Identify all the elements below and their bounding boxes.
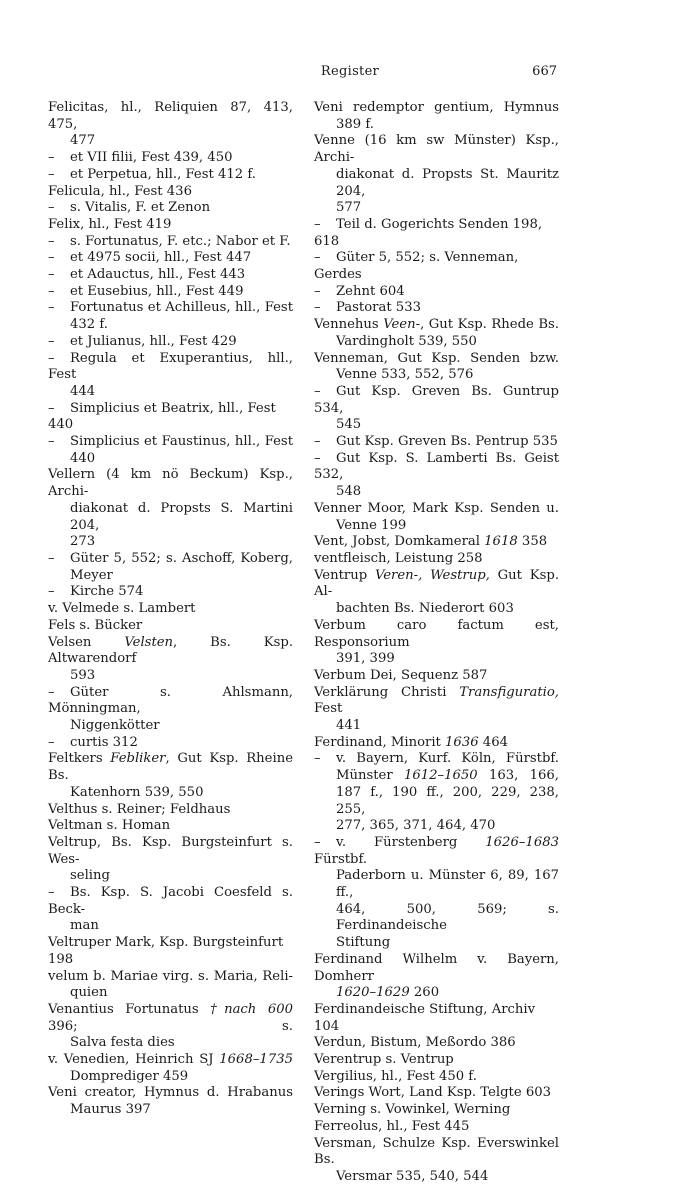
index-entry-text: Vennehus Veen-, Gut Ksp. Rhede Bs. [314, 317, 560, 333]
index-entry-continuation [314, 601, 559, 618]
repeat-dash: – [48, 885, 55, 901]
repeat-dash: – [314, 283, 321, 299]
index-entry [314, 1052, 559, 1069]
index-entry-line [48, 351, 293, 384]
index-entry-text: bachten Bs. Niederort 603 [336, 601, 514, 617]
index-entry-text: Veltman s. Homan [48, 818, 171, 834]
index-entry [314, 501, 559, 534]
index-entry-text: 440 [70, 450, 96, 466]
index-entry-line [48, 234, 293, 251]
index-entry-text: v. Velmede s. Lambert [48, 601, 196, 617]
index-entry [48, 735, 293, 752]
index-entry-line [314, 551, 559, 568]
index-entry-text: Velthus s. Reiner; Feldhaus [48, 801, 231, 817]
index-entry [48, 300, 293, 333]
page-number: 667 [532, 64, 557, 79]
repeat-dash: – [314, 216, 321, 232]
index-entry-text: 187 f., 190 ff., 200, 229, 238, 255, [336, 784, 559, 817]
index-entry-text: Veltruper Mark, Ksp. Burgsteinfurt 198 [48, 935, 284, 967]
index-entry-text: Fels s. Bücker [48, 617, 143, 633]
index-entry-continuation [314, 1169, 559, 1186]
index-entry-text: Gut Ksp. Greven Bs. Pentrup 535 [336, 434, 558, 450]
index-entry-text: Vardingholt 539, 550 [336, 333, 477, 349]
index-entry-text: et Adauctus, hll., Fest 443 [70, 267, 246, 283]
index-entry-line [314, 735, 559, 752]
index-entry [48, 935, 293, 968]
index-entry [314, 250, 559, 283]
index-entry-text: et Eusebius, hll., Fest 449 [70, 283, 244, 299]
index-entry-text: et VII filii, Fest 439, 450 [70, 150, 233, 166]
index-entry [314, 551, 559, 568]
index-entry-continuation [314, 367, 559, 384]
index-entry-text: quien [70, 985, 108, 1001]
index-entry-text: Bs. Ksp. S. Jacobi Coesfeld s. Beck- [48, 885, 293, 917]
index-entry-line [48, 217, 293, 234]
index-entry-text: 432 f. [70, 317, 108, 333]
index-entry-line [314, 384, 559, 417]
index-entry-line [48, 635, 293, 668]
repeat-dash: – [48, 300, 55, 316]
index-entry-text: Teil d. Gogerichts Senden 198, 618 [314, 216, 543, 249]
index-entry-line [314, 217, 559, 250]
index-entry-continuation [48, 133, 293, 150]
index-entry-text: Domprediger 459 [70, 1068, 189, 1084]
index-entry-text: v. Venedien, Heinrich SJ 1668–1735 [48, 1052, 293, 1068]
index-entry-text: diakonat d. Propsts St. Mauritz 204, [336, 166, 559, 199]
index-entry-text: diakonat d. Propsts S. Martini 204, [70, 500, 293, 533]
index-entry-text: Versman, Schulze Ksp. Everswinkel Bs. [314, 1135, 559, 1168]
index-entry-text: Güter 5, 552; s. Venneman, Gerdes [314, 250, 519, 283]
running-title: Register [320, 64, 380, 79]
index-entry-continuation [48, 1102, 293, 1119]
index-entry-continuation [314, 484, 559, 501]
index-entry [48, 835, 293, 885]
index-entry-line [314, 952, 559, 985]
index-entry-line [48, 250, 293, 267]
index-entry-line [314, 317, 559, 334]
repeat-dash: – [48, 684, 55, 700]
index-entry-line [314, 1102, 559, 1119]
index-entry-line [314, 568, 559, 601]
index-entry-text: Regula et Exuperantius, hll., Fest [48, 350, 293, 383]
index-entry-text: 273 [70, 534, 96, 550]
index-entry-line [314, 1136, 559, 1169]
index-entry-text: Venne 199 [336, 517, 407, 533]
index-entry-text: Münster 1612–1650 163, 166, [336, 768, 559, 784]
index-entry-line [314, 351, 559, 368]
index-entry [314, 1069, 559, 1086]
index-entry [48, 351, 293, 401]
repeat-dash: – [48, 267, 55, 283]
index-entry-text: Paderborn u. Münster 6, 89, 167 ff., [336, 868, 559, 901]
index-entry-line [48, 885, 293, 918]
index-entry [48, 234, 293, 251]
index-entry-text: Güter s. Ahlsmann, Mönningman, [48, 684, 293, 717]
index-entry-line [48, 200, 293, 217]
index-entry-text: Vellern (4 km nö Beckum) Ksp., Archi- [48, 467, 293, 500]
index-entry-line [314, 751, 559, 768]
index-entry-continuation [48, 501, 293, 534]
index-entry-continuation [48, 985, 293, 1002]
index-entry-continuation [314, 417, 559, 434]
index-entry-continuation [314, 651, 559, 668]
index-entry [314, 351, 559, 384]
repeat-dash: – [48, 166, 55, 182]
repeat-dash: – [314, 300, 321, 316]
index-entry-continuation [48, 868, 293, 885]
repeat-dash: – [48, 734, 55, 750]
index-entry-text: Ventrup Veren-, Westrup, Gut Ksp. Al- [314, 567, 560, 600]
index-entry [48, 150, 293, 167]
index-entry-text: Verdun, Bistum, Meßordo 386 [314, 1035, 516, 1051]
index-entry [314, 300, 559, 317]
index-entry [314, 835, 559, 952]
index-entry-text: Ferdinandeische Stiftung, Archiv 104 [314, 1001, 536, 1034]
index-entry-text: v. Bayern, Kurf. Köln, Fürstbf. [336, 751, 559, 767]
index-entry-line [48, 835, 293, 868]
index-entry-line [48, 284, 293, 301]
index-entry-text: Stiftung [336, 935, 391, 951]
index-entry-text: Venne (16 km sw Münster) Ksp., Archi- [314, 133, 559, 166]
index-entry [314, 1119, 559, 1136]
index-entry [48, 1002, 293, 1052]
index-entry-text: 464, 500, 569; s. Ferdinandeische [336, 901, 559, 934]
index-entry-continuation [314, 818, 559, 835]
index-entry-continuation [48, 568, 293, 585]
index-entry-continuation [48, 668, 293, 685]
index-entry-text: curtis 312 [70, 734, 138, 750]
index-entry-text: Vent, Jobst, Domkameral 1618 358 [314, 534, 548, 550]
index-entry [48, 601, 293, 618]
index-entry [48, 334, 293, 351]
index-entry [48, 100, 293, 150]
index-entry-text: 545 [336, 417, 362, 433]
index-entry [48, 267, 293, 284]
index-entry [314, 1035, 559, 1052]
repeat-dash: – [314, 834, 321, 850]
index-entry-line [48, 401, 293, 434]
index-entry-text: Vergilius, hl., Fest 450 f. [314, 1068, 477, 1084]
index-entry-line [48, 184, 293, 201]
index-entry [314, 284, 559, 301]
index-entry-line [314, 1052, 559, 1069]
repeat-dash: – [314, 383, 321, 399]
repeat-dash: – [48, 400, 55, 416]
index-entry [314, 384, 559, 434]
index-entry [48, 250, 293, 267]
index-entry-text: s. Vitalis, F. et Zenon [70, 200, 211, 216]
index-entry-line [48, 150, 293, 167]
repeat-dash: – [48, 333, 55, 349]
index-entry [314, 434, 559, 451]
index-entry-continuation [48, 1069, 293, 1086]
index-entry-line [314, 284, 559, 301]
page-header [0, 64, 700, 84]
index-entry-line [48, 1002, 293, 1035]
index-entry-continuation [48, 534, 293, 551]
index-entry-line [48, 802, 293, 819]
index-entry-text: velum b. Mariae virg. s. Maria, Reli- [48, 968, 293, 984]
index-entry [314, 735, 559, 752]
index-entry-text: Gut Ksp. Greven Bs. Guntrup 534, [314, 383, 559, 416]
index-entry-line [48, 1085, 293, 1102]
index-entry [314, 1085, 559, 1102]
index-entry-text: Venantius Fortunatus †nach 600 396; s. [48, 1001, 293, 1034]
index-entry [314, 451, 559, 501]
index-entry-text: Venneman, Gut Ksp. Senden bzw. [314, 350, 559, 366]
index-entry [48, 818, 293, 835]
index-entry-text: 1620–1629 260 [336, 985, 440, 1001]
index-entry-text: Simplicius et Beatrix, hll., Fest 440 [48, 400, 276, 433]
index-entry [314, 668, 559, 685]
index-entry-continuation [314, 935, 559, 952]
index-entry-text: Simplicius et Faustinus, hll., Fest [70, 434, 293, 450]
repeat-dash: – [48, 250, 55, 266]
index-entry-text: Felicula, hl., Fest 436 [48, 183, 192, 199]
repeat-dash: – [314, 751, 321, 767]
index-entry-line [48, 584, 293, 601]
index-entry-line [314, 300, 559, 317]
index-entry [48, 885, 293, 935]
index-entry-line [48, 100, 293, 133]
index-entry-continuation [314, 334, 559, 351]
index-entry-text: 593 [70, 667, 96, 683]
index-entry-line [314, 451, 559, 484]
index-entry-text: 477 [70, 133, 96, 149]
index-entry [48, 751, 293, 801]
index-entry-line [48, 618, 293, 635]
index-entry-line [48, 167, 293, 184]
index-entry-text: Verentrup s. Ventrup [314, 1052, 454, 1068]
repeat-dash: – [314, 434, 321, 450]
repeat-dash: – [48, 584, 55, 600]
index-entry-text: Felicitas, hl., Reliquien 87, 413, 475, [48, 100, 293, 132]
index-entry-line [314, 618, 559, 651]
index-entry-continuation [48, 317, 293, 334]
repeat-dash: – [48, 200, 55, 216]
index-entry-text: man [70, 918, 99, 934]
index-entry-line [48, 735, 293, 752]
index-entry-line [48, 267, 293, 284]
index-entry-text: Verklärung Christi Transfiguratio, Fest [314, 684, 559, 717]
index-entry [314, 1002, 559, 1035]
index-entry-text: Maurus 397 [70, 1102, 151, 1118]
index-entry-line [48, 551, 293, 568]
index-entry-text: Zehnt 604 [336, 283, 405, 299]
repeat-dash: – [314, 450, 321, 466]
index-entry-text: Güter 5, 552; s. Aschoff, Koberg, [70, 550, 293, 566]
index-entry-text: Verning s. Vowinkel, Werning [314, 1102, 511, 1118]
index-entry-line [48, 818, 293, 835]
index-entry [314, 568, 559, 618]
index-entry-line [314, 133, 559, 166]
index-entry [48, 467, 293, 551]
index-entry-continuation [314, 868, 559, 901]
index-entry-text: Niggenkötter [70, 718, 160, 734]
index-entry [48, 1052, 293, 1085]
index-column-right [314, 100, 559, 1186]
index-entry-line [48, 467, 293, 500]
index-entry-text: 444 [70, 383, 96, 399]
index-entry [48, 802, 293, 819]
index-entry-continuation [314, 167, 559, 200]
index-entry [48, 284, 293, 301]
repeat-dash: – [48, 350, 55, 366]
repeat-dash: – [48, 550, 55, 566]
index-entry-line [314, 100, 559, 117]
repeat-dash: – [48, 283, 55, 299]
index-entry-line [314, 668, 559, 685]
index-entry-text: et Perpetua, hll., Fest 412 f. [70, 166, 256, 182]
index-entry [314, 534, 559, 551]
index-entry-line [48, 601, 293, 618]
index-entry-text: et 4975 socii, hll., Fest 447 [70, 250, 252, 266]
index-entry-text: 391, 399 [336, 651, 395, 667]
index-entry-continuation [314, 518, 559, 535]
index-entry-text: Veltrup, Bs. Ksp. Burgsteinfurt s. Wes- [48, 834, 293, 867]
index-entry-text: ventfleisch, Leistung 258 [314, 550, 483, 566]
index-entry [314, 1102, 559, 1119]
index-entry [48, 969, 293, 1002]
index-entry-text: Fortunatus et Achilleus, hll., Fest [70, 300, 293, 316]
index-entry-text: Velsen Velsten, Bs. Ksp. Altwarendorf [48, 634, 294, 667]
index-entry-line [314, 1069, 559, 1086]
index-entry-text: Venne 533, 552, 576 [336, 367, 474, 383]
index-entry-line [314, 534, 559, 551]
index-entry-line [314, 1119, 559, 1136]
index-entry-continuation [48, 785, 293, 802]
index-entry-continuation [314, 200, 559, 217]
index-entry [48, 635, 293, 685]
index-entry [314, 618, 559, 668]
repeat-dash: – [48, 150, 55, 166]
index-entry-line [48, 434, 293, 451]
index-entry-text: 548 [336, 484, 362, 500]
repeat-dash: – [48, 434, 55, 450]
index-entry-text: et Julianus, hll., Fest 429 [70, 333, 237, 349]
index-entry-continuation [48, 384, 293, 401]
index-entry-line [314, 685, 559, 718]
index-entry-text: 389 f. [336, 116, 374, 132]
index-column-left [48, 100, 293, 1119]
index-entry-text: Ferreolus, hl., Fest 445 [314, 1118, 470, 1134]
index-entry [48, 685, 293, 735]
index-entry-text: Katenhorn 539, 550 [70, 784, 204, 800]
index-entry-text: seling [70, 868, 110, 884]
index-entry-text: Verings Wort, Land Ksp. Telgte 603 [314, 1085, 552, 1101]
index-entry [48, 401, 293, 434]
index-entry [48, 584, 293, 601]
index-entry-line [48, 685, 293, 718]
index-entry-text: 277, 365, 371, 464, 470 [336, 818, 496, 834]
index-entry [314, 217, 559, 250]
index-entry-text: v. Fürstenberg 1626–1683 Fürstbf. [314, 834, 559, 867]
index-entry-text: Ferdinand Wilhelm v. Bayern, Domherr [314, 951, 559, 984]
index-entry-continuation [48, 718, 293, 735]
index-entry [314, 952, 559, 1002]
index-entry [48, 167, 293, 184]
index-entry [48, 217, 293, 234]
index-entry-line [48, 969, 293, 986]
index-entry-text: Gut Ksp. S. Lamberti Bs. Geist 532, [314, 450, 559, 483]
index-entry [48, 200, 293, 217]
repeat-dash: – [314, 250, 321, 266]
index-entry-text: Ferdinand, Minorit 1636 464 [314, 734, 508, 750]
index-entry-continuation [314, 768, 559, 785]
repeat-dash: – [48, 233, 55, 249]
index-entry-continuation [314, 985, 559, 1002]
index-entry-line [314, 1035, 559, 1052]
index-entry [48, 551, 293, 584]
index-entry-text: Kirche 574 [70, 584, 144, 600]
index-entry-continuation [48, 1035, 293, 1052]
index-entry [314, 751, 559, 835]
index-entry-text: Verbum Dei, Sequenz 587 [314, 667, 488, 683]
index-entry [48, 618, 293, 635]
index-entry-text: Veni creator, Hymnus d. Hrabanus [48, 1085, 293, 1101]
index-entry-line [314, 1002, 559, 1035]
index-entry-continuation [314, 117, 559, 134]
index-entry-line [48, 935, 293, 968]
index-entry-text: s. Fortunatus, F. etc.; Nabor et F. [70, 233, 291, 249]
index-entry-continuation [314, 902, 559, 935]
index-entry-text: Salva festa dies [70, 1035, 175, 1051]
index-entry-continuation [314, 785, 559, 818]
index-entry [48, 434, 293, 467]
index-entry [314, 317, 559, 350]
index-entry-continuation [314, 718, 559, 735]
index-entry-continuation [48, 918, 293, 935]
index-entry-line [314, 501, 559, 518]
index-entry-line [314, 1085, 559, 1102]
index-entry-line [48, 1052, 293, 1069]
index-entry-line [48, 334, 293, 351]
index-entry-line [48, 300, 293, 317]
index-entry-text: 441 [336, 718, 362, 734]
index-entry-text: Verbum caro factum est, Responsorium [314, 617, 559, 650]
index-entry-text: Feltkers Febliker, Gut Ksp. Rheine Bs. [48, 751, 293, 784]
index-entry-line [314, 434, 559, 451]
index-entry [314, 133, 559, 217]
index-entry-text: Meyer [70, 567, 113, 583]
index-entry-text: Veni redemptor gentium, Hymnus [314, 100, 559, 115]
index-entry-continuation [48, 451, 293, 468]
index-entry-line [48, 751, 293, 784]
index-entry-line [314, 250, 559, 283]
index-entry-line [314, 835, 559, 868]
index-entry-text: Felix, hl., Fest 419 [48, 216, 172, 232]
index-entry [314, 1136, 559, 1186]
index-entry [48, 184, 293, 201]
index-entry [314, 100, 559, 133]
index-entry [314, 685, 559, 735]
index-entry [48, 1085, 293, 1118]
index-entry-text: Pastorat 533 [336, 300, 421, 316]
index-entry-text: Venner Moor, Mark Ksp. Senden u. [314, 500, 559, 516]
index-entry-text: Versmar 535, 540, 544 [336, 1169, 489, 1184]
index-entry-text: 577 [336, 200, 362, 216]
